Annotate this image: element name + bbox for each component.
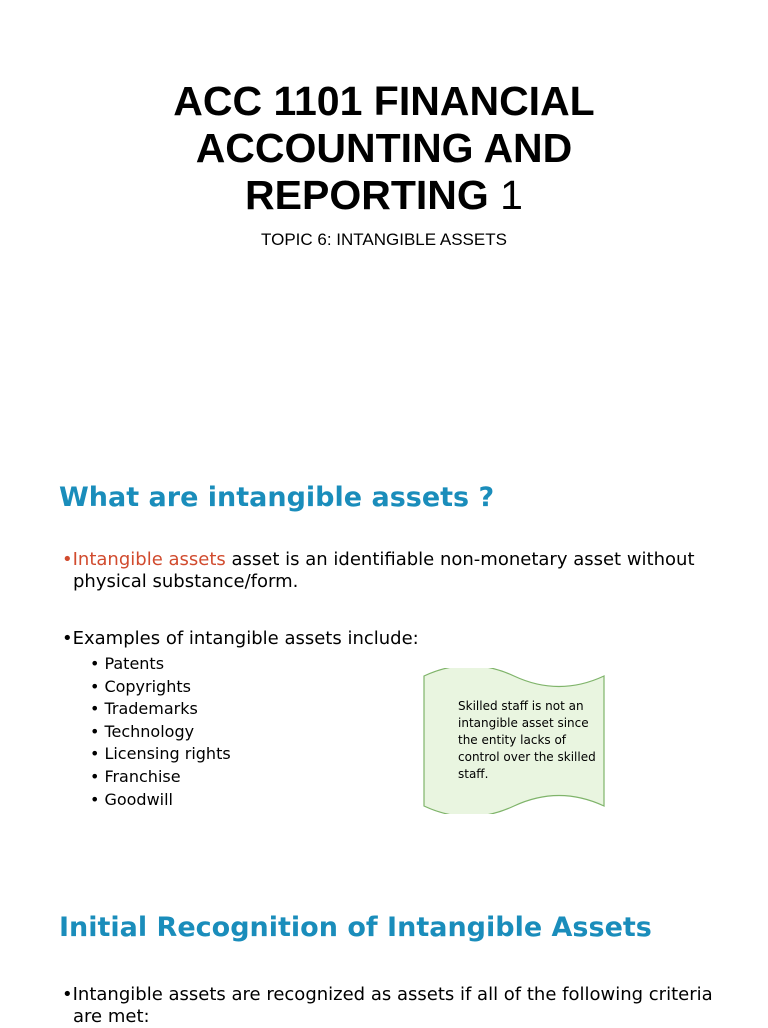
examples-intro: Examples of intangible assets include:	[72, 628, 419, 649]
list-item: • Goodwill	[90, 789, 173, 809]
slide-heading: Initial Recognition of Intangible Assets	[59, 912, 652, 943]
callout-note: Skilled staff is not an intangible asset since the entity lacks of control over the skilled staff.	[458, 699, 596, 781]
presentation-title	[0, 78, 768, 219]
slide-heading: What are intangible assets ?	[59, 482, 495, 513]
examples-list	[90, 653, 231, 811]
definition-text: asset is an identifiable non-monetary asset without	[225, 549, 695, 570]
recognition-slide	[0, 880, 768, 1027]
list-item: • Franchise	[90, 766, 181, 786]
list-item: • Copyrights	[90, 676, 191, 696]
list-item: • Trademarks	[90, 699, 198, 719]
title-slide	[0, 0, 768, 440]
definition-bullet	[62, 549, 732, 593]
highlight-term: Intangible assets	[72, 549, 226, 570]
list-item: • Technology	[90, 721, 195, 741]
title-line-1: ACC 1101 FINANCIAL	[173, 78, 595, 124]
list-item: • Licensing rights	[90, 744, 231, 764]
bullet-marker: •	[62, 984, 73, 1005]
definition-text-continued: physical substance/form.	[73, 571, 299, 592]
criteria-text: Intangible assets are recognized as assets if all of the following criteria	[72, 984, 713, 1005]
title-line-2: ACCOUNTING AND	[195, 125, 573, 171]
list-item: • Patents	[90, 654, 165, 673]
criteria-text-continued: are met:	[73, 1006, 150, 1027]
bullet-marker: •	[62, 628, 73, 649]
definition-slide	[0, 440, 768, 880]
presentation-subtitle: TOPIC 6: INTANGIBLE ASSETS	[261, 230, 507, 249]
criteria-bullet	[62, 984, 742, 1028]
bullet-marker: •	[62, 549, 73, 570]
wave-callout	[422, 668, 606, 814]
title-number: 1	[500, 172, 523, 218]
title-line-3: REPORTING	[245, 172, 489, 218]
examples-bullet	[62, 628, 419, 650]
